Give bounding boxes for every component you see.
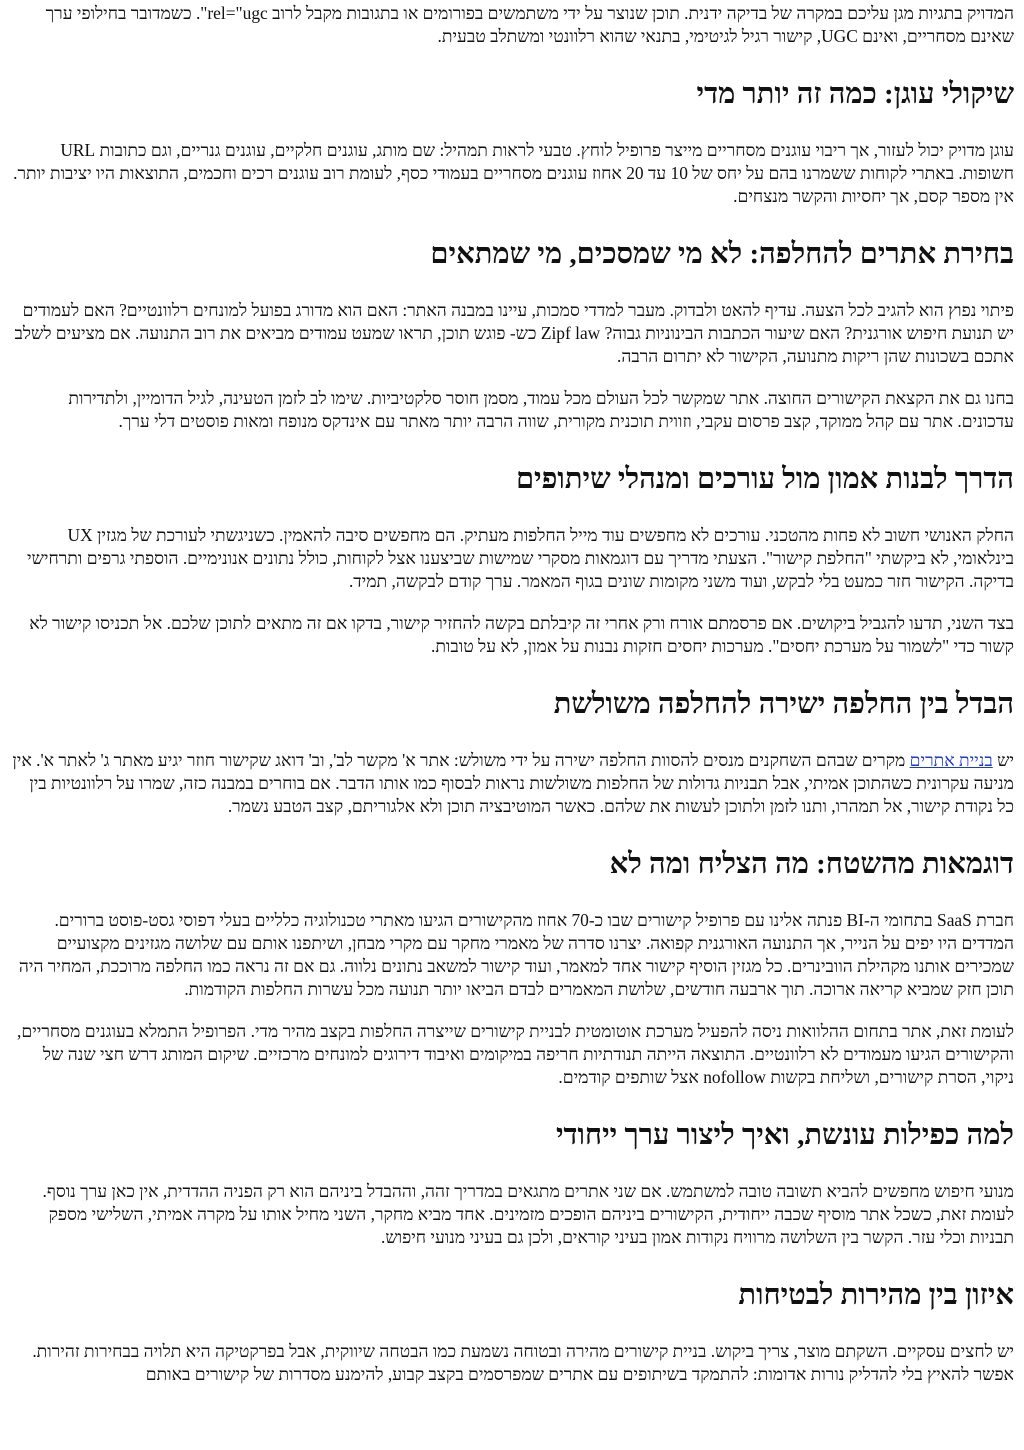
paragraph: מנועי חיפוש מחפשים להביא תשובה טובה למשתמש. אם שני אתרים מתגאים במדריך זהה, וההבדל ביניהם הוא רק הפניה ההדדית, אין כאן ערך נוסף. לעומת זאת, כשכל אתר מוסיף שכבה ייחודית, הקישורים ביניהם הופכים מזמינים. אחד מביא מחקר, השני מחיל אותו על מקרה אמיתי, השלישי מספק תבניות וכלי עזר. הקשר בין השלושה מרוויח נקודות אמון בעיני קוראים, ולכן גם בעיני מנועי חיפוש.: [42, 1181, 1014, 1247]
paragraph: [10, 749, 1014, 818]
section-heading-site-selection: בחירת אתרים להחלפה: לא מי שמסכים, מי שמתאים: [430, 238, 1014, 270]
paragraph: עוגן מדויק יכול לעזור, אך ריבוי עוגנים מסחריים מייצר פרופיל לוחץ. טבעי לראות תמהיל: שם מותג, עוגנים חלקיים, עוגנים גנריים, וגם כתובות URL חשופות. באתרי לקוחות ששמרנו בהם על יחס של 10 עד 20 אחוז עוגנים מסחריים בעמודי כסף, לעומת רוב עוגנים רכים וחכמים, התוצאות היו יציבות יותר. אין מספר קסם, אך יחסיות והקשר מנצחים.: [13, 140, 1014, 206]
section-heading-direct-vs-triangle: הבדל בין החלפה ישירה להחלפה משולשת: [553, 688, 1014, 720]
section-heading-duplication: למה כפילות עונשת, ואיך ליצור ערך ייחודי: [555, 1119, 1014, 1151]
paragraph: פיתוי נפוץ הוא להגיב לכל הצעה. עדיף להאט ולבדוק. מעבר למדדי סמכות, עיינו במבנה האתר: האם הוא מדורג בפועל למונחים רלוונטיים? האם לעמודים יש תנועת חיפוש אורגנית? האם שיעור הכתבות הבינוניות גבוה? Zipf law כש- פוגש תוכן, תראו שמעט עמודים מביאים את רוב התנועה. אם מציעים לשלב אתכם בשכונות שהן ריקות מתנועה, הקישור לא יתרום הרבה.: [14, 300, 1014, 366]
paragraph: בחנו גם את הקצאת הקישורים החוצה. אתר שמקשר לכל העולם מכל עמוד, מסמן חוסר סלקטיביות. שימו לב לזמן הטעינה, לגיל הדומיין, ולתדירות עדכונים. אתר עם קהל ממוקד, קצב פרסום עקבי, וזווית תוכנית מקורית, שווה הרבה יותר מאתר עם אינדקס מנופח ומאות פוסטים דלי ערך.: [68, 388, 1014, 431]
paragraph: החלק האנושי חשוב לא פחות מהטכני. עורכים לא מחפשים עוד מייל החלפות מעתיק. הם מחפשים סיבה להאמין. כשניגשתי לעורכת של מגזין UX בינלאומי, לא ביקשתי "החלפת קישור". הצעתי מדריך עם דוגמאות מסקרי שמישות שביצענו אצל לקוחות, כולל נתונים אנונימיים. הוספתי גרפים ותרחישי בדיקה. הקישור חזר כמעט בלי לבקש, ועוד משני מקומות שונים בגוף המאמר. ערך קודם לבקשה, תמיד.: [27, 525, 1014, 591]
article: [0, 2, 1024, 1386]
paragraph: לעומת זאת, אתר בתחום ההלוואות ניסה להפעיל מערכת אוטומטית לבניית קישורים שייצרה החלפות בקצב מהיר מדי. הפרופיל התמלא בעוגנים מסחריים, והקישורים הגיעו מעמודים לא רלוונטיים. התוצאה הייתה תנודתיות חריפה במיקומים ואיבוד דירוגים למונחים מרכזיים. שיקום המותג דרש חצי שנה של ניקוי, הסרת קישורים, ושליחת בקשות nofollow אצל שותפים קודמים.: [17, 1021, 1014, 1087]
section-heading-field-examples: דוגמאות מהשטח: מה הצליח ומה לא: [609, 848, 1014, 880]
paragraph-text: יש: [992, 750, 1014, 770]
paragraph: בצד השני, תדעו להגביל ביקושים. אם פרסמתם אורח ורק אחרי זה קיבלתם בקשה להחזיר קישור, בדקו אם זה מתאים לתוכן שלכם. אל תכניסו קישור לא קשור כדי "לשמור על מערכת יחסים". מערכות יחסים חזקות נבנות על אמון, לא על טובות.: [29, 613, 1014, 656]
paragraph: יש לחצים עסקיים. השקתם מוצר, צריך ביקוש. בניית קישורים מהירה ובטוחה נשמעת כמו הבטחה שיווקית, אבל בפרקטיקה היא תלויה בבחירות זהירות. אפשר להאיץ בלי להדליק נורות אדומות: להתמקד בשיתופים עם אתרים שמפרסמים בקצב קבוע, להימנע מסדרות של קישורים באותם: [32, 1341, 1014, 1384]
paragraph: חברת SaaS בתחומי ה-BI פנתה אלינו עם פרופיל קישורים שבו כ-70 אחוז מהקישורים הגיעו מאתרי טכנולוגיה כלליים בעלי דפוסי גסט-פוסט ברורים. המדדים היו יפים על הנייר, אך התנועה האורגנית קפואה. יצרנו סדרה של מאמרי מחקר עם מקרי מבחן, ושיתפנו אותם עם שלושה מגזינים מקצועיים שמכירים אותנו מקהילת הוובינרים. כל מגזין הוסיף קישור אחד למאמר, ועוד קישור למשאב נתונים נלווה. גם אם זה נראה כמו החלפה מרוככת, המחיר היה תוכן חזק שמביא קריאה ארוכה. תוך ארבעה חודשים, שלושת המאמרים לבדם הביאו יותר תנועה מכל עשרות החלפות הקודמות.: [18, 910, 1014, 999]
section-heading-anchors: שיקולי עוגן: כמה זה יותר מדי: [696, 78, 1014, 110]
website-building-link[interactable]: בניית אתרים: [909, 750, 993, 770]
intro-paragraph: המדויק בתגיות מגן עליכם במקרה של בדיקה ידנית. תוכן שנוצר על ידי משתמשים בפורומים או בתגובות מקבל לרוב rel="ugc". כשמדובר בחילופי ערך שאינם מסחריים, ואינם UGC, קישור רגיל לגיטימי, בתנאי שהוא רלוונטי ומשתלב טבעית.: [45, 3, 1014, 46]
section-heading-speed-safety: איזון בין מהירות לבטיחות: [738, 1279, 1014, 1311]
paragraph-text: מקרים שבהם השחקנים מנסים להסוות החלפה ישירה על ידי משולש: אתר א' מקשר לב', וב' דואג שקישור חוזר יגיע מאתר ג' לאתר א'. אין מניעה עקרונית כשהתוכן אמיתי, אבל תבניות גדולות של החלפות משולשות נראות לבסוף כמו אותו הדבר. אם בוחרים במבנה כזה, שמרו על רלוונטיות בין כל נקודת קישור, אל תמהרו, ותנו לזמן ולתוכן לעשות את שלהם. כאשר המוטיבציה תוכן ולא אלגוריתם, קצב הטבע נשמר.: [12, 750, 1014, 816]
section-heading-trust: הדרך לבנות אמון מול עורכים ומנהלי שיתופים: [515, 463, 1014, 495]
